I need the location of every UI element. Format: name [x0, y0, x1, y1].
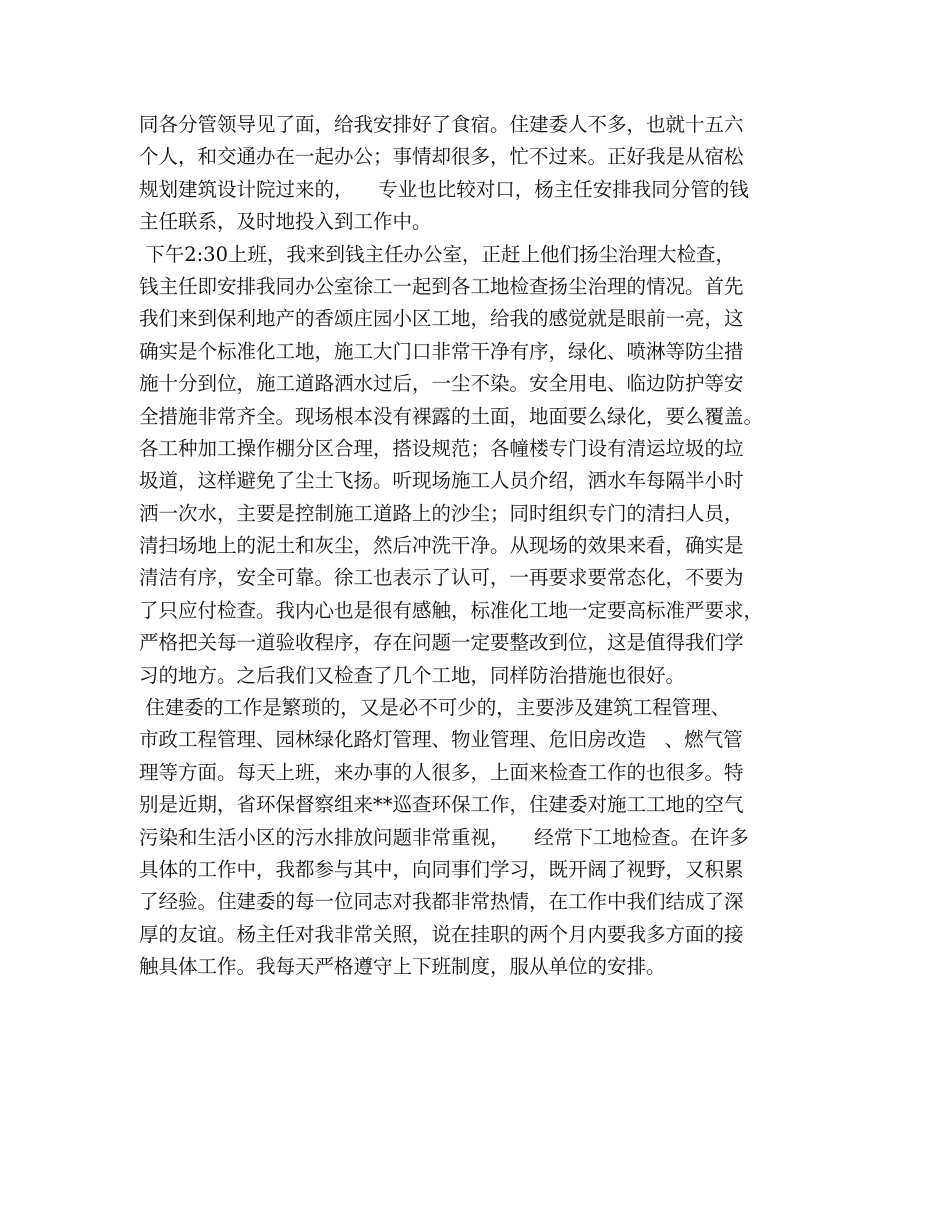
text-line: 严格把关每一道验收程序，存在问题一定要整改到位，这是值得我们学	[139, 631, 744, 655]
text-line: 习的地方。之后我们又检查了几个工地，同样防治措施也很好。	[139, 663, 686, 687]
text-line: 污染和生活小区的污水排放问题非常重视， 经常下工地检查。在许多	[139, 825, 749, 849]
text-line: 了经验。住建委的每一位同志对我都非常热情，在工作中我们结成了深	[139, 890, 744, 914]
text-line: 圾道，这样避免了尘土飞扬。听现场施工人员介绍，洒水车每隔半小时	[139, 469, 744, 493]
text-line: 厚的友谊。杨主任对我非常关照，说在挂职的两个月内要我多方面的接	[139, 922, 744, 946]
text-line: 全措施非常齐全。现场根本没有裸露的土面，地面要么绿化，要么覆盖。	[139, 404, 764, 428]
text-line: 触具体工作。我每天严格遵守上下班制度，服从单位的安排。	[139, 955, 666, 979]
text-line: 市政工程管理、园林绿化路灯管理、物业管理、危旧房改造 、燃气管	[139, 728, 743, 752]
text-line: 别是近期，省环保督察组来**巡查环保工作，住建委对施工工地的空气	[139, 793, 744, 817]
text-line: 理等方面。每天上班，来办事的人很多，上面来检查工作的也很多。特	[139, 760, 744, 784]
text-line: 确实是个标准化工地，施工大门口非常干净有序，绿化、喷淋等防尘措	[139, 339, 744, 363]
text-line: 了只应付检查。我内心也是很有感触，标准化工地一定要高标准严要求，	[139, 598, 764, 622]
text-line: 具体的工作中，我都参与其中，向同事们学习，既开阔了视野，又积累	[139, 857, 744, 881]
text-line: 下午2:30上班，我来到钱主任办公室，正赶上他们扬尘治理大检查，	[139, 242, 735, 266]
text-line: 住建委的工作是繁琐的，又是必不可少的，主要涉及建筑工程管理、	[139, 696, 731, 720]
text-line: 个人，和交通办在一起办公；事情却很多，忙不过来。正好我是从宿松	[139, 145, 744, 169]
text-line: 清扫场地上的泥土和灰尘，然后冲洗干净。从现场的效果来看，确实是	[139, 534, 744, 558]
text-line: 清洁有序，安全可靠。徐工也表示了认可，一再要求要常态化，不要为	[139, 566, 744, 590]
text-line: 各工种加工操作棚分区合理，搭设规范；各幢楼专门设有清运垃圾的垃	[139, 436, 744, 460]
body-text	[139, 109, 839, 984]
text-line: 主任联系，及时地投入到工作中。	[139, 210, 432, 234]
text-line: 我们来到保利地产的香颂庄园小区工地，给我的感觉就是眼前一亮，这	[139, 307, 744, 331]
text-line: 施十分到位，施工道路洒水过后，一尘不染。安全用电、临边防护等安	[139, 372, 744, 396]
text-line: 同各分管领导见了面，给我安排好了食宿。住建委人不多，也就十五六	[139, 113, 744, 136]
text-line: 洒一次水，主要是控制施工道路上的沙尘；同时组织专门的清扫人员，	[139, 501, 744, 525]
text-line: 规划建筑设计院过来的， 专业也比较对口，杨主任安排我同分管的钱	[139, 177, 749, 201]
text-line: 钱主任即安排我同办公室徐工一起到各工地检查扬尘治理的情况。首先	[139, 274, 744, 298]
